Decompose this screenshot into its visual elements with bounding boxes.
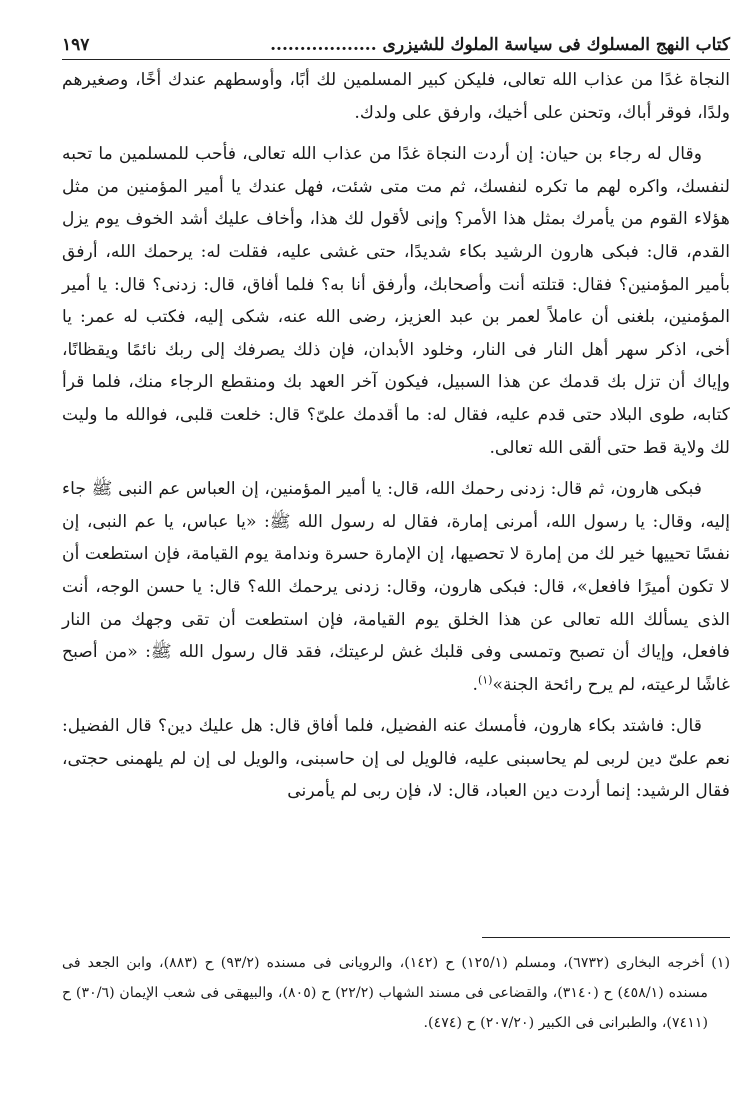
footnote-separator bbox=[482, 937, 730, 938]
footnote-marker: (١) bbox=[477, 672, 493, 686]
trailing-period: . bbox=[472, 674, 478, 695]
page-number: ١٩٧ bbox=[62, 35, 90, 55]
footnote-1: (١) أخرجه البخارى (٦٧٣٢)، ومسلم (١٢٥/١) ح (١٤٢)، والرويانى فى مسنده (٩٣/٢) ح (٨٨٣)، وابن الجعد فى مسنده (٤٥٨/١) ح (٣١٤٠)، والقضاعى فى مسند الشهاب (٢٢/٢) ح (٨٠٥)، والبيهقى فى شعب الإيمان (٣٠/٦) ح (٧٤١١)، والطبرانى فى الكبير (٢٠٧/٢٠) ح (٤٧٤). bbox=[62, 955, 731, 1031]
page-header bbox=[62, 20, 730, 60]
paragraph-continuation: النجاة غدًا من عذاب الله تعالى، فليكن كبير المسلمين لك أبًا، وأوسطهم عندك أخًا، وصغيرهم ولدًا، فوقر أباك، وتحنن على أخيك، وارفق على ولدك. bbox=[62, 70, 730, 123]
paragraph-text: فبكى هارون، ثم قال: زدنى رحمك الله، قال: يا أمير المؤمنين، إن العباس عم النبى ﷺ جاء إليه، وقال: يا رسول الله، أمرنى إمارة، فقال له رسول الله ﷺ: «يا عباس، يا عم النبى، إن نفسًا تحييها خير لك من إمارة لا تحصيها، إن الإمارة حسرة وندامة يوم القيامة، فإن استطعت أن لا تكون أميرًا فافعل»، قال: فبكى هارون، وقال: زدنى يرحمك الله؟ قال: يا حسن الوجه، أنت الذى يسألك الله تعالى عن هذا الخلق يوم القيامة، فإن استطعت أن تقى وجهك من النار فافعل، وإياك أن تصبح وتمسى وفى قلبك غش لرعيتك، فقد قال رسول الله ﷺ: «من أصبح غاشًا لرعيته، لم يرح رائحة الجنة» bbox=[62, 479, 730, 695]
book-page bbox=[62, 20, 730, 1090]
footnotes bbox=[62, 948, 730, 1038]
paragraph-raja-ibn-haywa: وقال له رجاء بن حيان: إن أردت النجاة غدًا من عذاب الله تعالى، فأحب للمسلمين ما تحبه لنفسك، واكره لهم ما تكره لنفسك، ثم مت متى شئت، فهل عندك يا أمير المؤمنين من مثل هؤلاء القوم من يأمرك بمثل هذا الأمر؟ وإنى لأقول لك هذا، وأخاف عليك أشد الخوف يوم يزل القدم، قال: فبكى هارون الرشيد بكاء شديدًا، حتى غشى عليه، فقلت له: يرحمك الله، أرفق بأمير المؤمنين؟ فقال: قتلته أنت وأصحابك، وأرفق أنا به؟ فلما أفاق، قال: زدنى؟ قال: يا أمير المؤمنين، بلغنى أن عاملاً لعمر بن عبد العزيز، رضى الله عنه، شكى إليه، فكتب له عمر: يا أخى، اذكر سهر أهل النار فى النار، وخلود الأبدان، فإن ذلك يصرفك إلى ربك نائمًا ويقظانًا، وإياك أن تزل بك قدمك عن هذا السبيل، فيكون آخر العهد بك ومنقطع الرجاء منك، فلما قرأ كتابه، طوى البلاد حتى قدم عليه، فقال له: ما أقدمك علىّ؟ قال: خلعت قلبى، فوالله ما وليت لك ولاية قط حتى ألقى الله تعالى. bbox=[62, 144, 730, 458]
paragraph-harun-weeps bbox=[62, 473, 730, 701]
main-text bbox=[62, 64, 730, 808]
running-title: كتاب النهج المسلوك فى سياسة الملوك للشيزرى .................. bbox=[270, 35, 730, 55]
paragraph-fudayl-debt: قال: فاشتد بكاء هارون، فأمسك عنه الفضيل، فلما أفاق قال: هل عليك دين؟ قال الفضيل: نعم علىّ دين لربى لم يحاسبنى عليه، فالويل لى إن حاسبنى، والويل لى إن لم يلهمنى حجتى، فقال الرشيد: إنما أردت دين العباد، قال: لا، فإن ربى لم يأمرنى bbox=[62, 716, 730, 802]
